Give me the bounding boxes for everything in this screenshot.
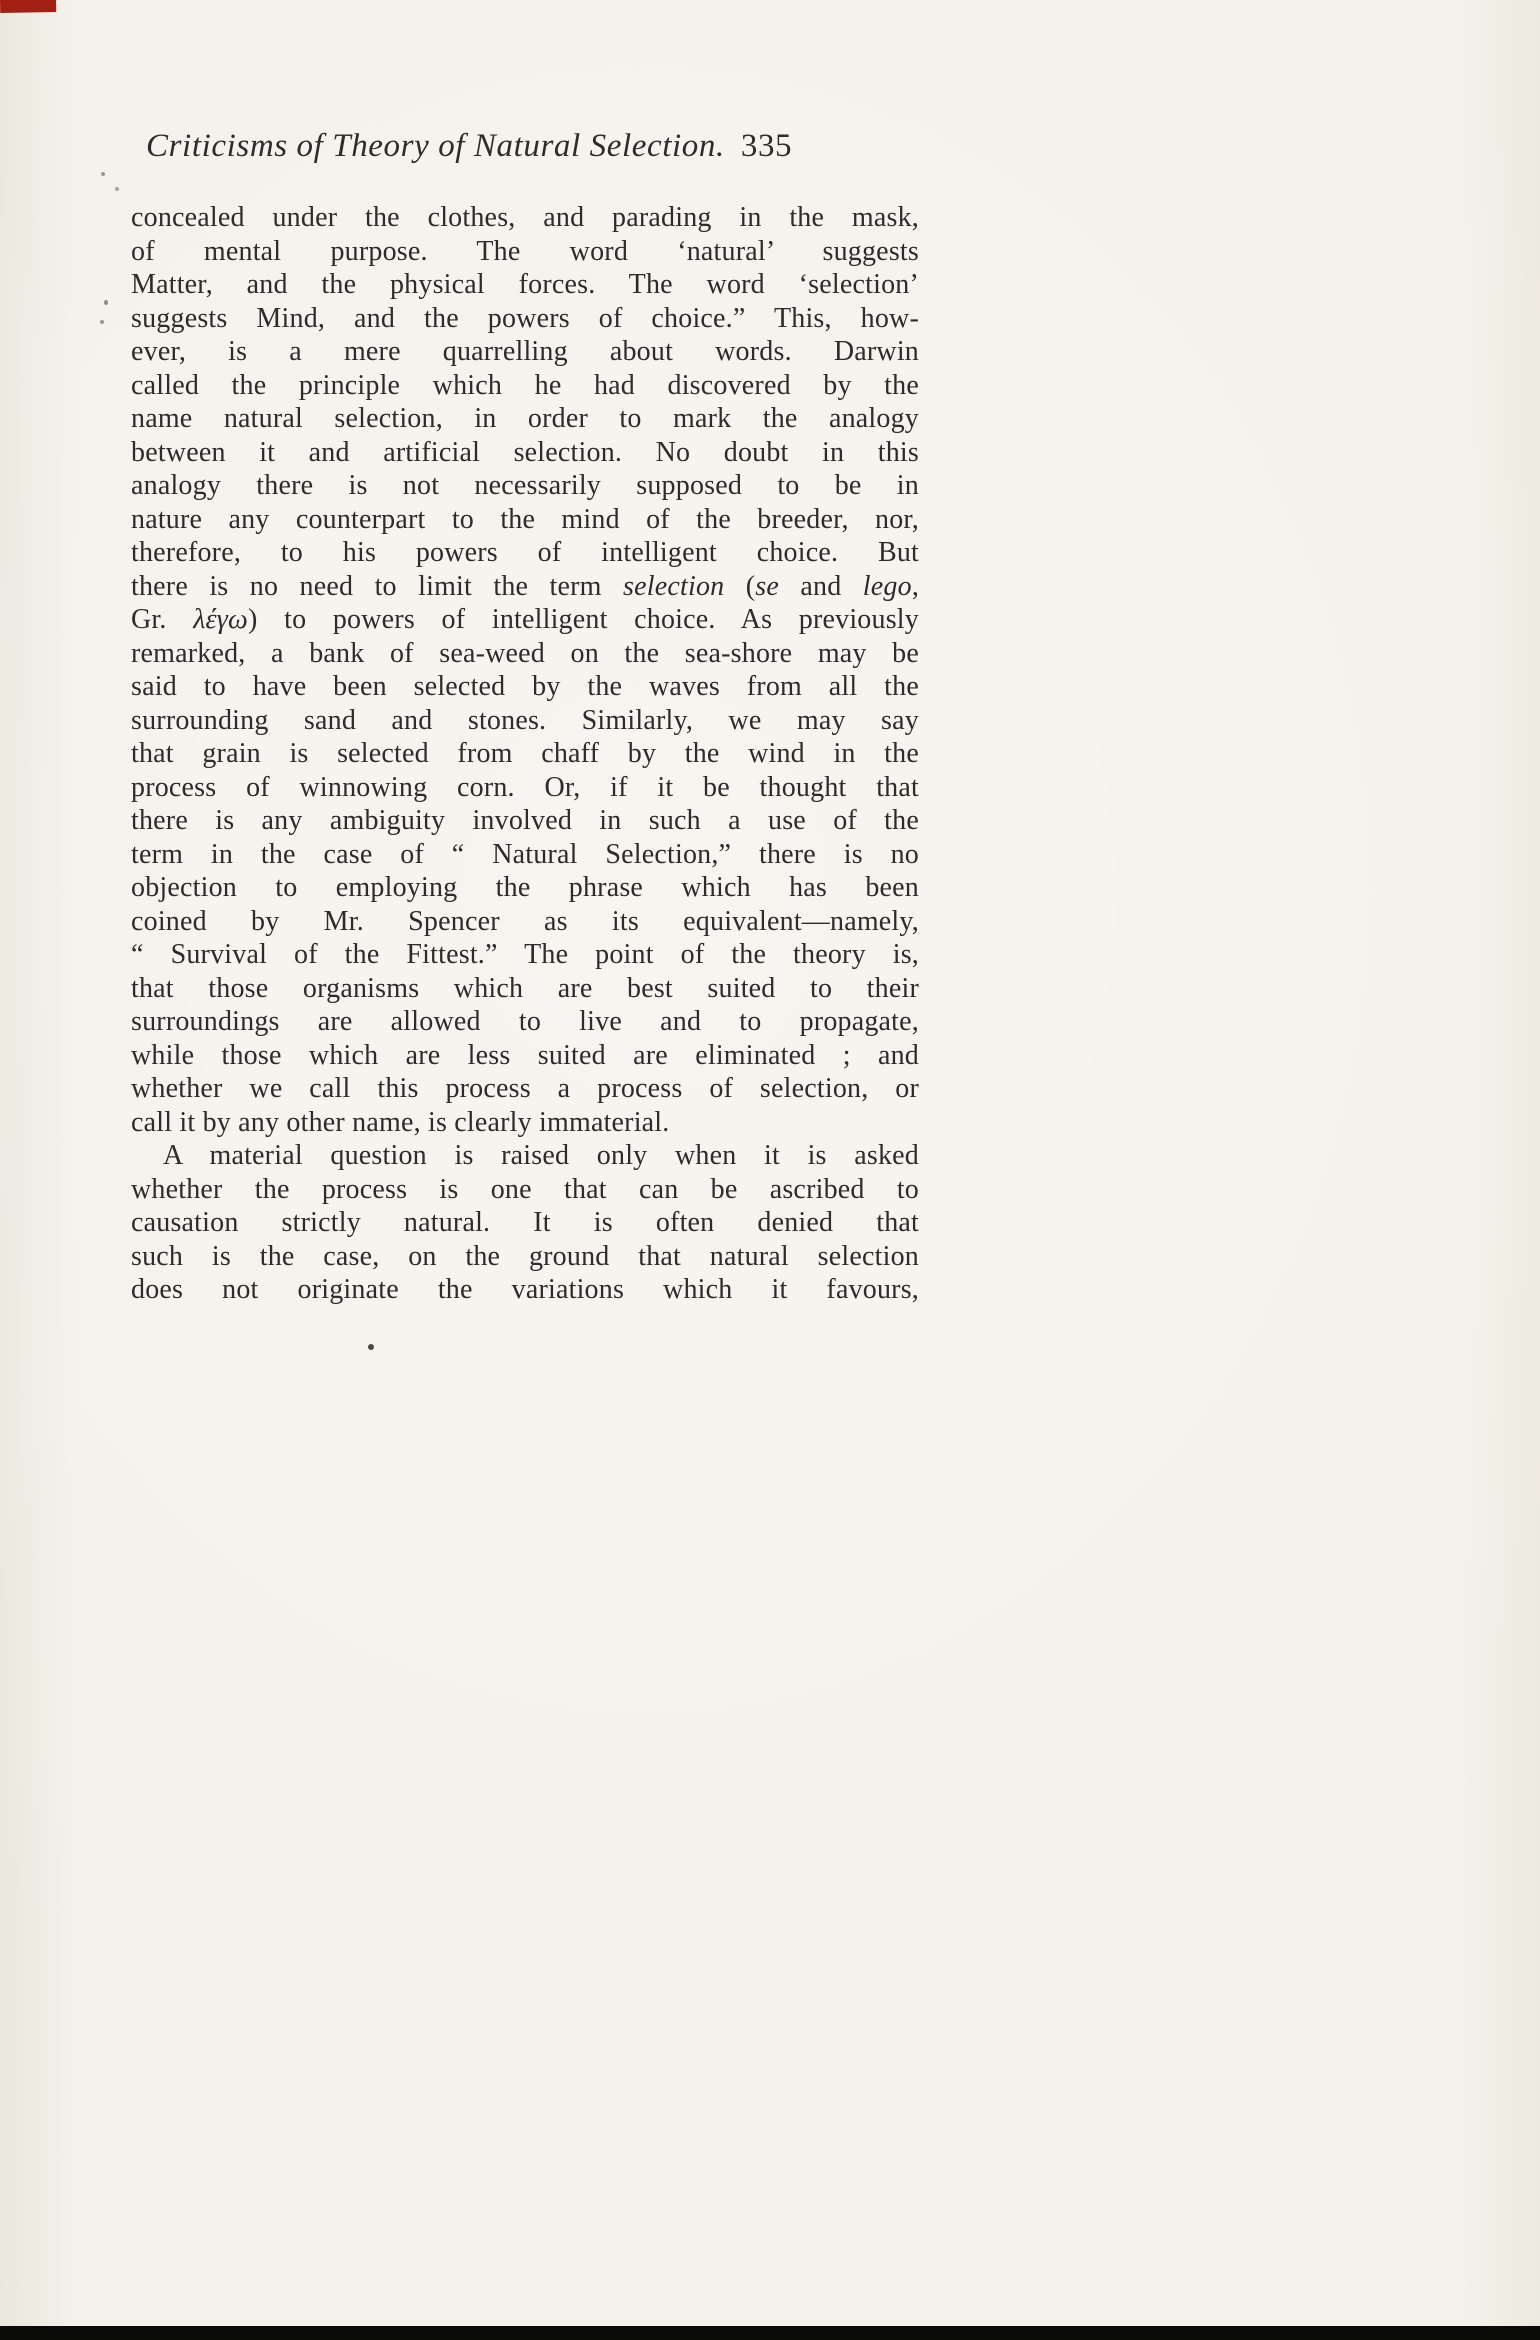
text-line: does not originate the variations which it favours,: [131, 1274, 919, 1305]
text-line: whether we call this process a process of selection, or: [131, 1073, 919, 1104]
scan-speck: [101, 172, 105, 176]
running-head-title: Criticisms of Theory of Natural Selection.: [146, 128, 725, 164]
text-line: causation strictly natural. It is often denied that: [131, 1207, 919, 1238]
text-line: ever, is a mere quarrelling about words. Darwin: [131, 336, 919, 367]
text-line: surrounding sand and stones. Similarly, we may say: [131, 704, 919, 736]
text-line: surroundings are allowed to live and to propagate,: [131, 1006, 919, 1037]
text-line: A material question is raised only when it is asked: [163, 1140, 919, 1171]
text-line: concealed under the clothes, and parading in the mask,: [131, 202, 919, 233]
text-line: called the principle which he had discovered by the: [131, 369, 919, 401]
text-line: suggests Mind, and the powers of choice.” This, how-: [131, 302, 919, 334]
paragraph: [131, 1139, 919, 1307]
running-header: [146, 128, 792, 165]
text-line: while those which are less suited are eliminated ; and: [131, 1039, 919, 1071]
text-line: Matter, and the physical forces. The word ‘selection’: [131, 269, 919, 300]
scan-artifact-red-corner: [0, 0, 56, 13]
text-line: Gr. λέγω) to powers of intelligent choice. As previously: [131, 604, 919, 635]
scan-speck: [115, 187, 119, 191]
text-line: that those organisms which are best suited to their: [131, 972, 919, 1004]
scan-artifact-bottom-bar: [0, 2326, 1540, 2340]
scan-speck: [368, 1344, 374, 1350]
text-line: said to have been selected by the waves from all the: [131, 671, 919, 702]
text-line: there is any ambiguity involved in such a use of the: [131, 805, 919, 836]
text-line: such is the case, on the ground that natural selection: [131, 1240, 919, 1272]
text-line: analogy there is not necessarily supposed to be in: [131, 470, 919, 501]
text-line: “ Survival of the Fittest.” The point of the theory is,: [131, 939, 919, 970]
text-line: remarked, a bank of sea-weed on the sea-shore may be: [131, 637, 919, 669]
paragraph: [131, 201, 919, 1139]
text-line: there is no need to limit the term selection (se and lego,: [131, 570, 920, 602]
text-line: therefore, to his powers of intelligent choice. But: [131, 537, 919, 568]
text-line: process of winnowing corn. Or, if it be thought that: [131, 771, 919, 803]
scan-speck: [100, 320, 104, 324]
text-line: coined by Mr. Spencer as its equivalent—namely,: [131, 905, 919, 937]
text-line: call it by any other name, is clearly immaterial.: [131, 1106, 670, 1138]
text-line: term in the case of “ Natural Selection,” there is no: [131, 838, 919, 870]
page-number: 335: [740, 128, 793, 164]
text-line: that grain is selected from chaff by the wind in the: [131, 738, 919, 769]
text-line: objection to employing the phrase which has been: [131, 872, 919, 903]
scan-speck: [104, 300, 108, 305]
text-line: of mental purpose. The word ‘natural’ suggests: [131, 235, 919, 267]
text-line: whether the process is one that can be ascribed to: [131, 1173, 919, 1205]
text-line: nature any counterpart to the mind of the breeder, nor,: [131, 503, 919, 535]
text-block: [131, 201, 919, 1307]
text-line: name natural selection, in order to mark the analogy: [131, 403, 919, 434]
text-line: between it and artificial selection. No doubt in this: [131, 436, 919, 468]
